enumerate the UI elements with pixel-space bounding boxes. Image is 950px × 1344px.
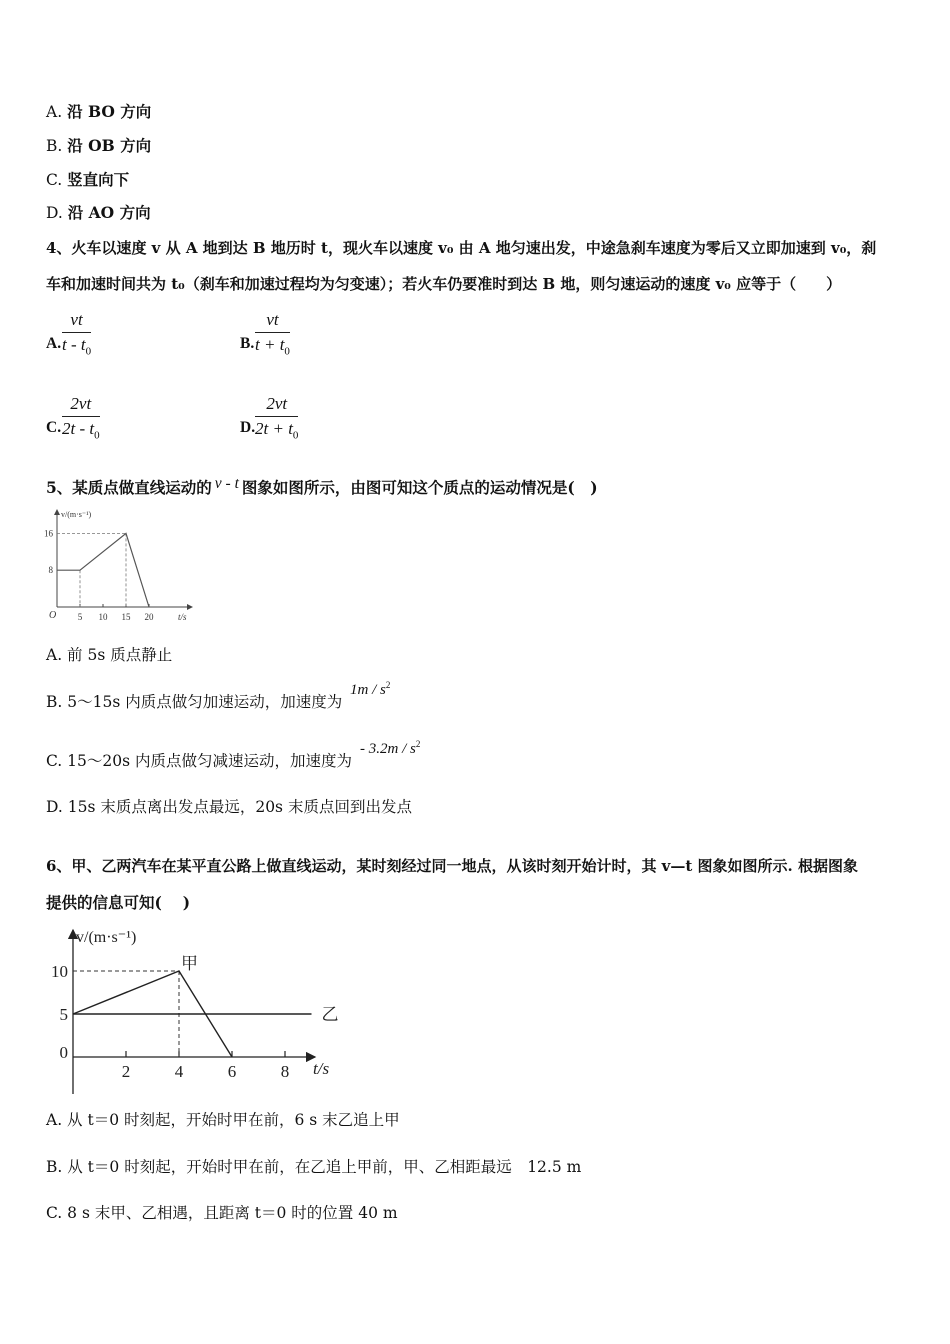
q4-option-b-key: B. bbox=[240, 335, 255, 352]
q4-option-c-key: C. bbox=[46, 419, 62, 436]
q3-option-c: C. 竖直向下 bbox=[46, 170, 130, 189]
q6-vt-chart bbox=[40, 922, 350, 1094]
q6-series-jia-label: 甲 bbox=[181, 954, 198, 973]
q6-x-tick-label: 8 bbox=[280, 1062, 290, 1081]
q6-stem-line1: 6、甲、乙两汽车在某平直公路上做直线运动，某时刻经过同一地点，从该时刻开始计时，其 v—t 图象如图所示. 根据图象 bbox=[46, 857, 858, 875]
q5-option-b-formula: $1m / s^2$ bbox=[350, 680, 391, 698]
q3-option-a: A. 沿 BO 方向 bbox=[46, 102, 152, 121]
q5-option-a: A. 前 5s 质点静止 bbox=[46, 646, 173, 664]
q6-option-a: A. 从 t＝0 时刻起，开始时甲在前，6 s 末乙追上甲 bbox=[46, 1111, 400, 1129]
q6-x-label: t/s bbox=[313, 1059, 330, 1078]
q5-origin-label: O bbox=[49, 610, 57, 621]
q6-series-yi-label: 乙 bbox=[321, 1005, 339, 1024]
q5-x-tick-label: 5 bbox=[77, 612, 83, 622]
q6-stem-line2: 提供的信息可知( ) bbox=[46, 893, 191, 912]
q5-x-label: t/s bbox=[178, 612, 187, 622]
q6-y-tick-label: 5 bbox=[59, 1005, 68, 1024]
q6-ticks bbox=[51, 962, 289, 1081]
q5-vt-line bbox=[57, 533, 149, 607]
q5-option-b: B. 5～15s 内质点做匀加速运动，加速度为 bbox=[46, 693, 343, 711]
q3-option-b: B. 沿 OB 方向 bbox=[46, 136, 152, 155]
q5-ticks bbox=[44, 528, 154, 622]
q4-option-a-key: A. bbox=[46, 335, 62, 352]
q5-y-tick-label: 16 bbox=[44, 528, 53, 539]
q6-option-b: B. 从 t＝0 时刻起，开始时甲在前，在乙追上甲前，甲、乙相距最远 12.5 m bbox=[46, 1158, 582, 1176]
q5-option-d: D. 15s 末质点离出发点最远，20s 末质点回到出发点 bbox=[46, 798, 412, 816]
q3-option-d: D. 沿 AO 方向 bbox=[46, 203, 151, 222]
q4-stem-line2: 车和加速时间共为 t₀（刹车和加速过程均为匀变速）；若火车仍要准时到达 B 地，则匀速运动的速度 v₀ 应等于（ ） bbox=[46, 275, 842, 293]
q6-y-tick-label: 10 bbox=[51, 962, 68, 981]
q5-y-tick-label: 8 bbox=[48, 565, 53, 576]
q5-vt-chart bbox=[44, 505, 200, 627]
q4-option-c-fraction: $\frac{2vt}{2t - t_0}$ bbox=[62, 394, 100, 442]
q6-x-tick-label: 6 bbox=[227, 1062, 237, 1081]
q6-y-label: v/(m·s⁻¹) bbox=[76, 929, 137, 946]
q6-y-tick-label: 0 bbox=[59, 1043, 68, 1062]
q4-option-d-fraction: $\frac{2vt}{2t + t_0}$ bbox=[255, 394, 299, 442]
q5-y-label: v/(m·s⁻¹) bbox=[61, 510, 92, 519]
q6-x-tick-label: 4 bbox=[174, 1062, 184, 1081]
q5-x-tick-label: 20 bbox=[144, 612, 154, 622]
q4-option-d-key: D. bbox=[240, 419, 256, 436]
q6-x-tick-label: 2 bbox=[121, 1062, 131, 1081]
q4-stem-line1: 4、火车以速度 v 从 A 地到达 B 地历时 t，现火车以速度 v₀ 由 A 地匀速出发，中途急刹车速度为零后又立即加速到 v₀，刹 bbox=[46, 239, 877, 257]
q4-option-b-fraction: $\frac{vt}{t + t_0}$ bbox=[255, 310, 290, 358]
q4-option-a-fraction: $\frac{vt}{t - t_0}$ bbox=[62, 310, 92, 358]
q5-stem: 5、某质点做直线运动的 v - t 图象如图所示，由图可知这个质点的运动情况是( ) bbox=[46, 475, 598, 497]
q6-series bbox=[73, 954, 339, 1057]
q5-x-tick-label: 10 bbox=[98, 612, 108, 622]
q5-option-c: C. 15～20s 内质点做匀减速运动，加速度为 bbox=[46, 752, 352, 770]
q5-option-c-formula: - $3.2m / s^2$ bbox=[360, 739, 421, 757]
q5-x-tick-label: 15 bbox=[121, 612, 131, 622]
q6-option-c: C. 8 s 末甲、乙相遇，且距离 t＝0 时的位置 40 m bbox=[46, 1204, 398, 1222]
